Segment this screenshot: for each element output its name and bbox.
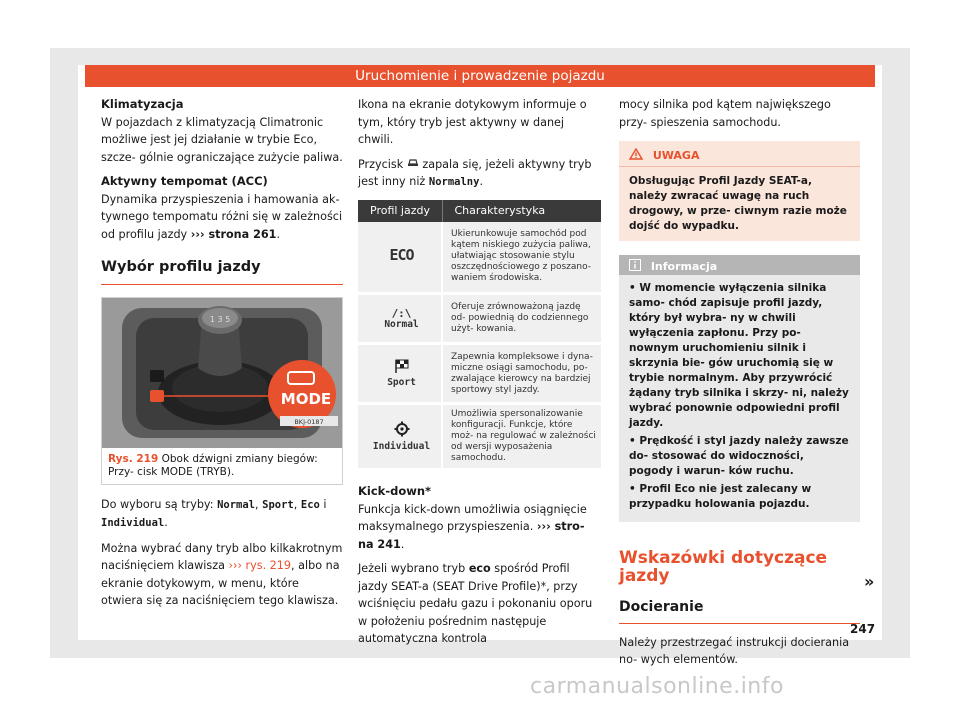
info-bullet: • Profil Eco nie jest zalecany w przypadku holowania pojazdu. xyxy=(629,483,812,510)
kick-text: Funkcja kick-down umożliwia osiągnięcie maksymalnego przyspieszenia. xyxy=(358,502,587,533)
select-text-2: , albo na ekranie dotykowym, w menu, które otwiera się za naciśnięciem tego klawisza. xyxy=(101,559,340,607)
caption-label: Rys. 219 xyxy=(108,452,159,465)
normal-label: Normal xyxy=(384,318,419,330)
table-cell: Ukierunkowuje samochód pod kątem niskiego zużycia paliwa, ułatwiając stosowanie stylu oszczędnościowego z poszano- waniem środowiska. xyxy=(442,222,601,294)
page-header: Uruchomienie i prowadzenie pojazdu xyxy=(85,65,875,87)
table-header: Profil jazdy xyxy=(358,200,442,222)
individual-cell xyxy=(358,404,442,470)
chapter-title: Wskazówki dotyczące jazdy xyxy=(619,548,828,586)
table-header: Charakterystyka xyxy=(442,200,601,222)
eco-paragraph xyxy=(358,560,601,648)
table-row xyxy=(358,294,601,344)
column-middle xyxy=(358,96,601,655)
info-header xyxy=(619,255,860,275)
mode-and: i xyxy=(323,497,327,511)
info-body xyxy=(619,275,860,522)
info-bullet: • Prędkość i styl jazdy należy zawsze do- stosować do widoczności, pogody i warun- ków ruchu. xyxy=(629,435,849,477)
eco-icon-text: ECO xyxy=(389,245,414,264)
acc-link[interactable]: ››› strona 261 xyxy=(190,227,277,241)
table-cell: Oferuje zrównoważoną jazdę od- powiednią do codziennego użyt- kowania. xyxy=(442,294,601,344)
mode-normal: Normal xyxy=(217,498,256,511)
kick-paragraph: Funkcja kick-down umożliwia osiągnięcie maksymalnego przyspieszenia. ››› stro- na 241. xyxy=(358,502,587,551)
button-paragraph: Przycisk zapala się, jeżeli aktywny tryb jest inny niż Normalny. xyxy=(358,157,592,188)
table-row xyxy=(358,344,601,404)
gear-icon xyxy=(394,421,410,437)
warning-icon xyxy=(629,148,643,160)
info-bullet: • W momencie wyłączenia silnika samo- chód zapisuje profil jazdy, który był wybra- ny w chwili wyłączenia zapłonu. Przy po- nownym uruchomieniu silnik i skrzynia bie- gów uruchomią się w trybie normalnym. Aby przywrócić żądany tryb silnika i skrzy- ni, należy wybrać ponownie odpowiedni profil jazdy. xyxy=(629,282,849,429)
kick-link[interactable]: ››› stro- na 241 xyxy=(358,520,585,551)
mode-button-label: MODE xyxy=(280,389,332,408)
eco-word: eco xyxy=(468,562,491,575)
info-box xyxy=(619,255,860,522)
column-left xyxy=(101,96,343,617)
acc-body: Dynamika przyspieszenia i hamowania ak- tywnego tempomatu różni się w zależności od profilu jazdy xyxy=(101,192,343,241)
acc-heading: Aktywny tempomat (ACC) xyxy=(101,174,268,188)
acc-text: Dynamika przyspieszenia i hamowania ak- tywnego tempomatu różni się w zależności od profilu jazdy ››› strona 261. xyxy=(101,192,343,241)
table-header-row xyxy=(358,200,601,222)
info-icon xyxy=(629,259,641,271)
svg-text:1 3 5: 1 3 5 xyxy=(209,314,231,324)
caption-text: Obok dźwigni zmiany biegów: Przy- cisk MODE (TRYB). xyxy=(108,452,318,478)
info-bullet-text: Profil Eco nie jest zalecany w przypadku holowania pojazdu. xyxy=(629,483,812,510)
kick-heading: Kick-down* xyxy=(358,484,432,498)
modes-intro: Do wyboru są tryby: xyxy=(101,497,214,511)
warning-text: Obsługując Profil Jazdy SEAT-a, należy zwracać uwagę na ruch drogowy, w prze- ciwnym razie może dojść do wypadku. xyxy=(629,175,847,232)
eco-text-1: Jeżeli wybrano tryb xyxy=(358,562,466,575)
profile-table xyxy=(358,200,601,472)
table-cell: Umożliwia spersonalizowanie konfiguracji. Funkcje, które moż- na regulować w zależności od wersji wyposażenia samochodu. xyxy=(442,404,601,470)
page-number: 247 xyxy=(850,622,876,636)
mode-individual: Individual xyxy=(101,517,165,529)
individual-label: Individual xyxy=(372,441,431,452)
button-mode: Normalny xyxy=(428,176,480,188)
table-cell: Zapewnia kompleksowe i dyna- miczne osiągi samochodu, po- zwalające kierowcy na bardziej sportowy styl jazdy. xyxy=(442,344,601,404)
gear-lever-illustration xyxy=(102,298,342,448)
eco-icon xyxy=(358,222,442,294)
dock-text: Należy przestrzegać instrukcji docierania no- wych elementów. xyxy=(619,635,850,666)
normal-icon xyxy=(358,294,442,344)
icon-intro: Ikona na ekranie dotykowym informuje o tym, który tryb jest aktywny w danej chwili. xyxy=(358,98,587,146)
button-text-2: zapala się, jeżeli aktywny tryb jest inny niż xyxy=(358,157,592,188)
figure-code: BKJ-0187 xyxy=(294,417,324,426)
figure-caption xyxy=(102,448,342,484)
mode-sport: Sport xyxy=(262,498,294,511)
car-mode-icon xyxy=(407,157,419,169)
info-label: Informacja xyxy=(650,260,718,273)
info-bullet-text: Prędkość i styl jazdy należy zawsze do- stosować do widoczności, pogody i warun- ków ruchu. xyxy=(629,435,849,477)
warning-header xyxy=(619,141,860,167)
section-title: Wybór profilu jazdy xyxy=(101,259,343,285)
normal-icon-glyph: /:\ xyxy=(391,306,412,320)
mode-eco: Eco xyxy=(300,498,320,511)
warning-box xyxy=(619,141,860,241)
info-bullet-text: W momencie wyłączenia silnika samo- chód zapisuje profil jazdy, który był wybra- ny w chwili wyłączenia zapłonu. Przy po- nownym uruchomieniu silnik i skrzynia bie- gów uruchomią się w trybie normalnym. Aby przywrócić żądany tryb silnika i skrzy- ni, należy wybrać ponownie odpowiedni profil jazdy. xyxy=(629,282,849,429)
klima-heading: Klimatyzacja xyxy=(101,97,184,111)
table-row xyxy=(358,404,601,470)
eco-text-2: spośród Profil jazdy SEAT-a (SEAT Drive Profile)*, przy wciśnięciu pedału gazu i pokonaniu oporu w położeniu pośrednim następuje automatyczna kontrola xyxy=(358,562,593,645)
sport-cell xyxy=(358,344,442,404)
modes-paragraph: Do wyboru są tryby: Normal, Sport, Eco i Individual. xyxy=(101,497,327,529)
continue-arrow-icon: » xyxy=(864,572,875,591)
watermark: carmanualsonline.info xyxy=(530,674,784,699)
mode-figure xyxy=(101,297,343,485)
sport-label: Sport xyxy=(387,377,416,388)
cont-text: mocy silnika pod kątem największego przy- spieszenia samochodu. xyxy=(619,98,831,129)
select-text: Można wybrać dany tryb albo kilkakrotnym naciśnięciem klawisza xyxy=(101,541,343,572)
figure-link[interactable]: ››› rys. 219 xyxy=(228,559,292,572)
flag-icon xyxy=(394,359,410,373)
warning-label: UWAGA xyxy=(652,149,700,162)
column-right xyxy=(619,96,860,676)
klima-text: W pojazdach z klimatyzacją Climatronic możliwe jest jej działanie w trybie Eco, szcze- gólnie ograniczające zużycie paliwa. xyxy=(101,115,343,164)
table-row xyxy=(358,222,601,294)
button-text: Przycisk xyxy=(358,157,404,171)
subsection-title: Docieranie xyxy=(619,599,860,624)
select-paragraph xyxy=(101,540,343,610)
